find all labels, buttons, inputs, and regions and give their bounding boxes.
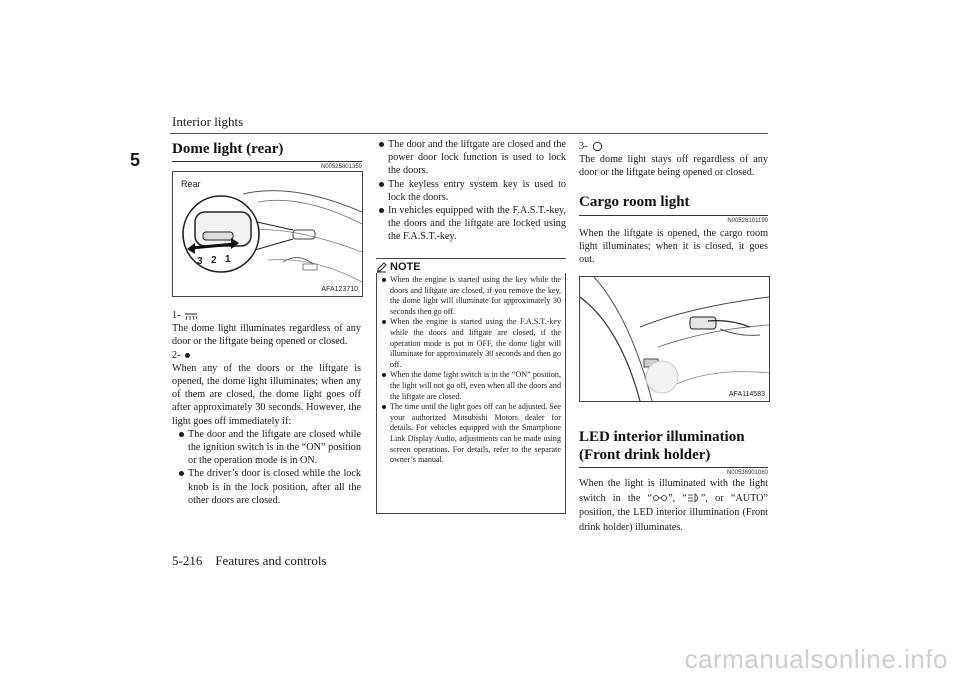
headlight-icon bbox=[687, 493, 701, 503]
dome-light-heading: Dome light (rear) bbox=[172, 141, 284, 157]
watermark: carmanualsonline.info bbox=[684, 644, 948, 674]
item-2-row bbox=[172, 349, 361, 362]
item-3-text: The dome light stays off regardless of any door or the liftgate being opened or closed. bbox=[579, 154, 768, 179]
dome-light-item-3 bbox=[579, 140, 768, 180]
dome-light-body-continued bbox=[376, 138, 566, 244]
dome-light-heading-rule bbox=[172, 161, 362, 162]
led-illumination-heading-rule bbox=[579, 467, 768, 468]
note-item: When the dome light switch is in the “ON” position, the light will not go off, even when all the doors and the liftgate are closed. bbox=[381, 370, 561, 402]
dome-light-illustration bbox=[173, 172, 362, 296]
led-text-part-2: ”, “ bbox=[668, 492, 687, 504]
led-illumination-heading-line-2: (Front drink holder) bbox=[579, 447, 711, 463]
figure-num-1: 1 bbox=[225, 254, 231, 265]
cargo-light-body bbox=[579, 227, 768, 267]
led-illumination-body bbox=[579, 477, 768, 535]
note-pencil-icon bbox=[376, 262, 387, 273]
item-2-number: 2- bbox=[172, 349, 181, 361]
figure-label-rear: Rear bbox=[181, 179, 201, 189]
note-section bbox=[376, 258, 566, 514]
note-item: When the engine is started using the F.A.S.T.-key while the doors and liftgate are closed, if the operation mode is put in OFF, the dome light will illuminate for approximately 30 seconds and then go off. bbox=[381, 317, 561, 370]
led-text-part-1: When the light is illuminated with the light switch in the “ bbox=[579, 478, 768, 504]
light-off-icon bbox=[592, 141, 603, 152]
led-text-part-3: ”, or “AUTO” position, the LED interior illumination (Front drink holder) illuminates. bbox=[579, 492, 768, 533]
bullet-item: The driver’s door is closed while the lock knob is in the lock position, after all the other doors are closed. bbox=[176, 467, 361, 507]
figure-num-3: 3 bbox=[197, 256, 203, 267]
note-item: When the engine is started using the key while the doors and liftgate are closed, if you remove the key, the dome light will illuminate for approximately 30 seconds then go off. bbox=[381, 275, 561, 317]
cargo-light-section bbox=[579, 194, 768, 224]
led-illumination-heading-line-1: LED interior illumination bbox=[579, 429, 745, 445]
chapter-tab: 5 bbox=[130, 150, 141, 170]
figure-num-2: 2 bbox=[211, 255, 217, 266]
cargo-light-code: N00526101199 bbox=[727, 218, 768, 224]
parking-light-icon bbox=[652, 493, 668, 503]
note-title-row bbox=[376, 261, 566, 273]
bullet-item: The door and the liftgate are closed while the ignition switch is in the “ON” position or the operation mode is in ON. bbox=[176, 428, 361, 468]
cargo-light-figure bbox=[579, 276, 770, 402]
cargo-light-illustration bbox=[580, 277, 769, 401]
item-1-number: 1- bbox=[172, 310, 181, 321]
dome-light-body bbox=[172, 309, 361, 507]
figure-code: AFA123710 bbox=[321, 286, 358, 293]
header-rule bbox=[170, 133, 768, 134]
page-header-title: Interior lights bbox=[172, 114, 244, 129]
page-footer: 5-216 Features and controls bbox=[172, 553, 327, 568]
note-top-rule bbox=[376, 258, 566, 259]
note-title: NOTE bbox=[390, 261, 421, 273]
item-2-text: When any of the doors or the liftgate is opened, the dome light illuminates; when any of them are closed, the dome light goes off after approximately 30 seconds. However, the light goes off immediately if: bbox=[172, 362, 361, 427]
bullet-item: In vehicles equipped with the F.A.S.T.-key, the doors and the liftgate are locked using the F.A.S.T.-key. bbox=[376, 204, 566, 244]
cargo-light-text: When the liftgate is opened, the cargo room light illuminates; when it is closed, it goes out. bbox=[579, 228, 768, 266]
cargo-light-heading: Cargo room light bbox=[579, 194, 690, 210]
bullet-item: The keyless entry system key is used to lock the doors. bbox=[376, 178, 566, 204]
light-on-icon bbox=[184, 311, 198, 321]
note-text bbox=[381, 275, 561, 466]
led-illumination-text bbox=[579, 477, 768, 535]
note-item: The time until the light goes off can be adjusted. See your authorized Mitsubishi Motors dealer for details. For vehicles equipped with the Smartphone Link Display Audio, adjustments can be made using screen operations. For details, refer to the separate owner’s manual. bbox=[381, 402, 561, 466]
item-3-row bbox=[579, 140, 768, 153]
note-box bbox=[376, 273, 566, 514]
dome-light-section bbox=[172, 141, 362, 170]
dome-light-code: N00525801359 bbox=[320, 164, 362, 170]
led-illumination-section bbox=[579, 428, 768, 476]
cargo-light-heading-rule bbox=[579, 215, 768, 216]
cargo-figure-code: AFA114583 bbox=[728, 391, 765, 398]
door-position-icon bbox=[185, 353, 190, 358]
bullet-item: The door and the liftgate are closed and the power door lock function is used to lock the doors. bbox=[376, 138, 566, 178]
item-1-text: The dome light illuminates regardless of any door or the liftgate being opened or closed. bbox=[172, 323, 361, 348]
item-3-number: 3- bbox=[579, 141, 588, 152]
item-1-row bbox=[172, 309, 361, 322]
dome-light-figure bbox=[172, 171, 363, 297]
led-illumination-code: N00536901060 bbox=[726, 470, 768, 476]
